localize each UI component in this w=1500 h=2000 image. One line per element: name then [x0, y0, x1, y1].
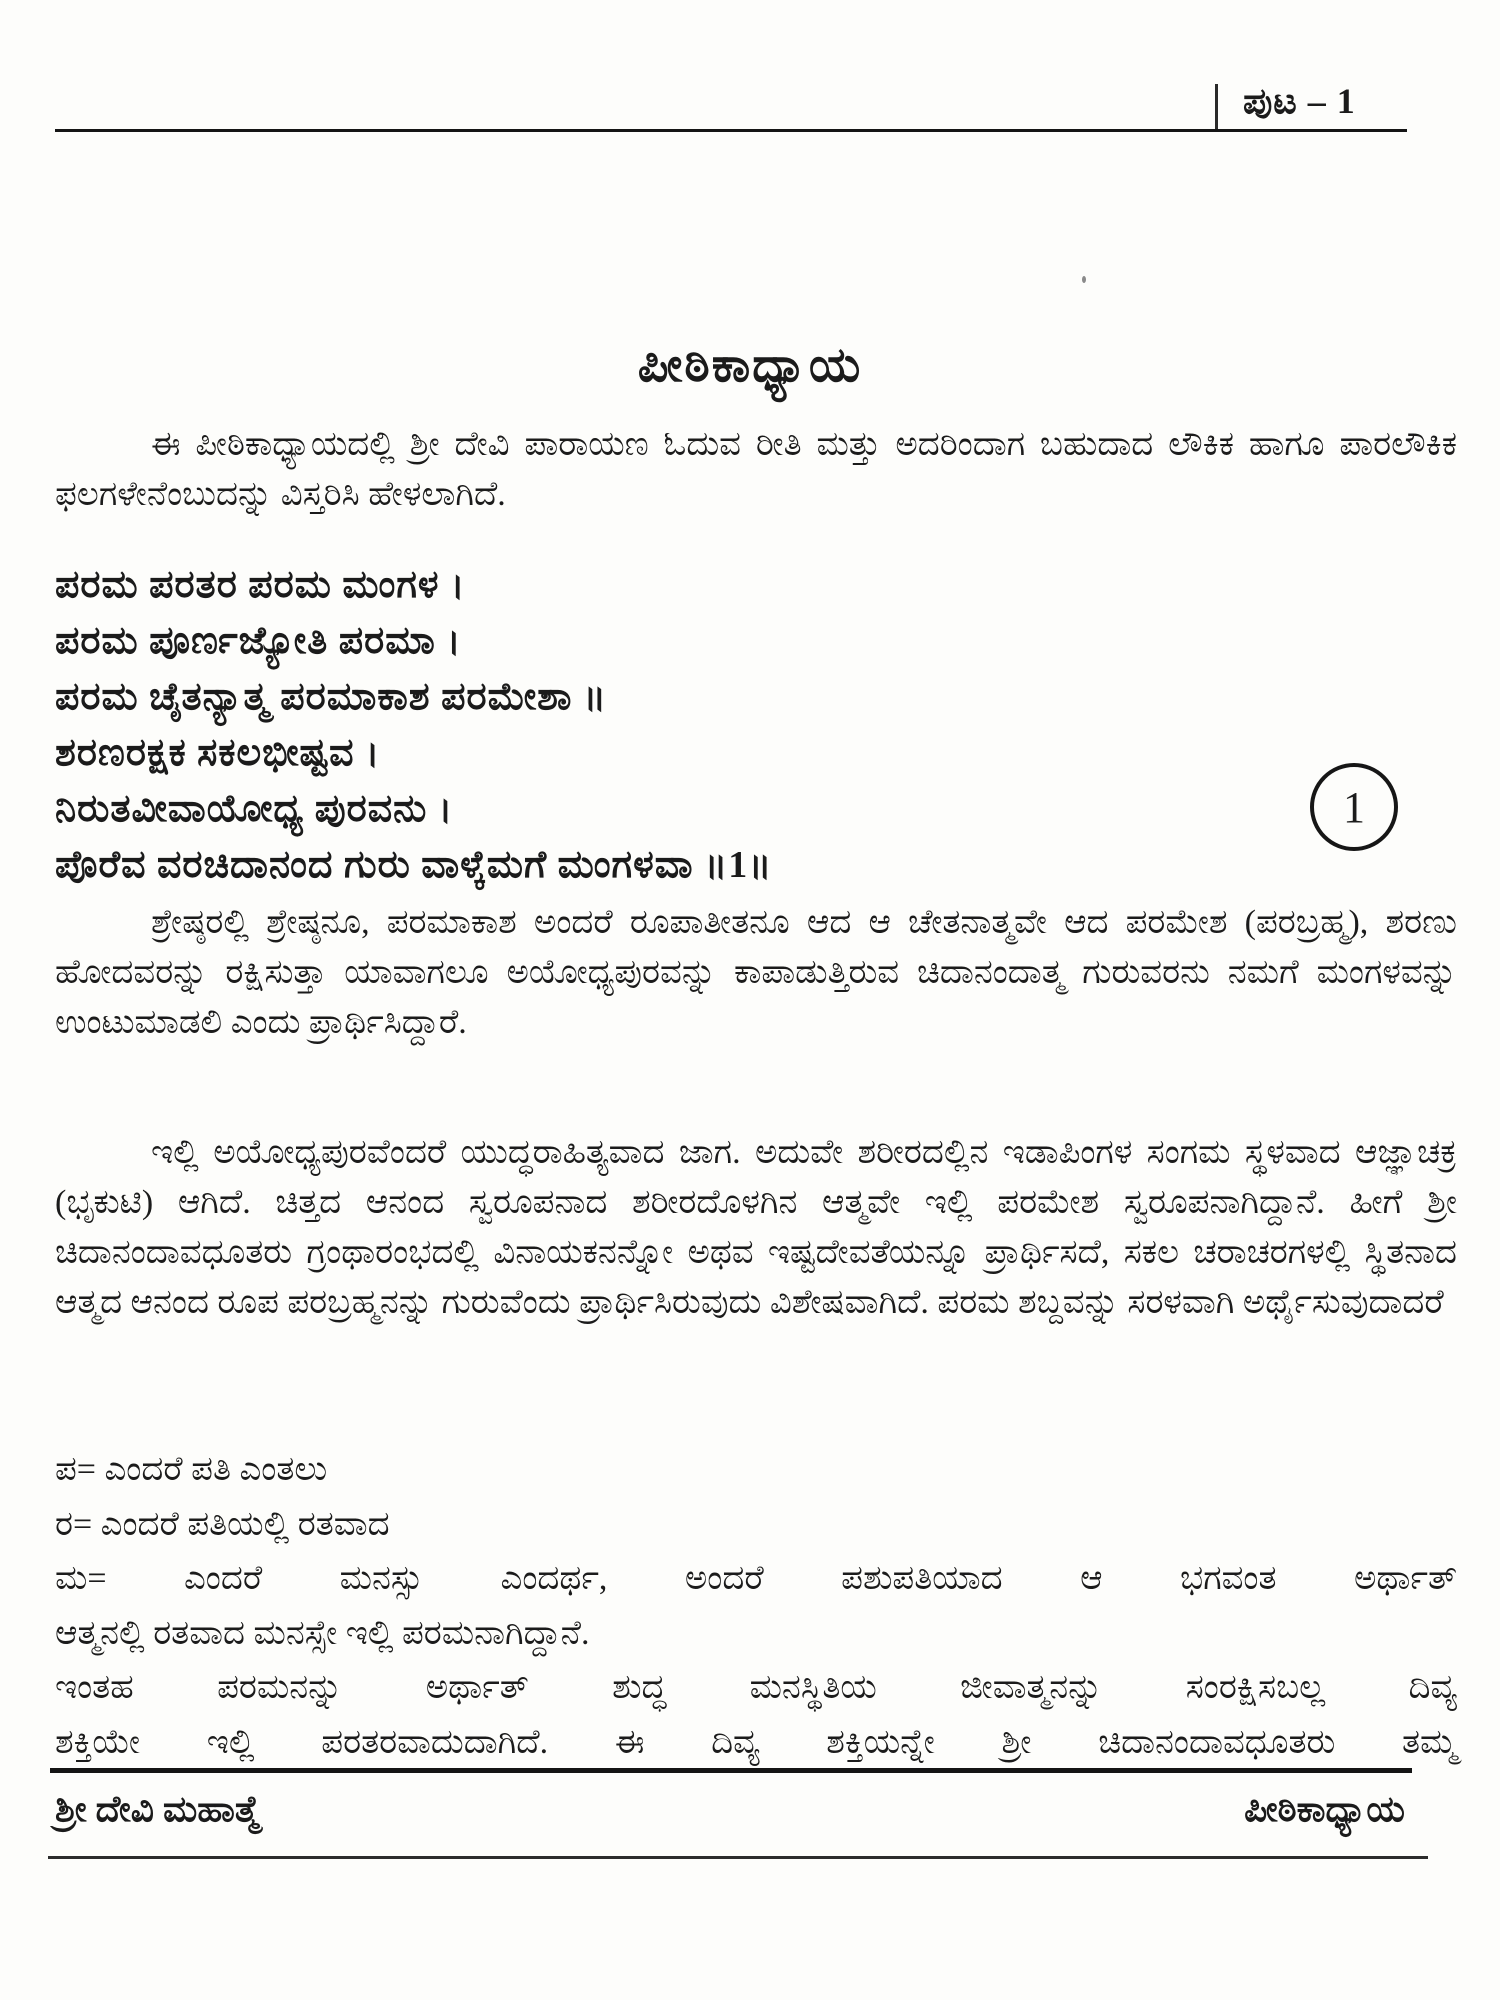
verse-line: ಶರಣರಕ್ಷಕ ಸಕಲಭೀಷ್ಟವ ।: [55, 732, 381, 774]
verse-number-badge: 1: [1310, 763, 1398, 851]
header-divider-tick: [1215, 84, 1218, 132]
definition-line: ರ= ಎಂದರೆ ಪತಿಯಲ್ಲಿ ರತವಾದ: [55, 1505, 390, 1543]
header-rule: [55, 129, 1407, 132]
print-speck: [1082, 276, 1086, 283]
verse-block: [55, 560, 1305, 896]
bottom-rule: [48, 1856, 1428, 1859]
chapter-title: ಪೀಠಿಕಾಧ್ಯಾಯ: [637, 339, 863, 392]
verse-line: ನಿರುತವೀವಾಯೋಧ್ಯ ಪುರವನು ।: [55, 788, 454, 830]
verse-line: ಪರಮ ಚೈತನ್ಯಾತ್ಮ ಪರಮಾಕಾಶ ಪರಮೇಶಾ ॥: [55, 676, 608, 718]
page-number-label: ಪುಟ – 1: [1243, 81, 1356, 121]
definition-line: ಆತ್ಮನಲ್ಲಿ ರತವಾದ ಮನಸ್ಸೇ ಇಲ್ಲಿ ಪರಮನಾಗಿದ್ದಾನೆ.: [55, 1614, 590, 1652]
commentary-paragraph: ಇಲ್ಲಿ ಅಯೋಧ್ಯಪುರವೆಂದರೆ ಯುದ್ಧರಾಹಿತ್ಯವಾದ ಜಾಗ. ಅದುವೇ ಶರೀರದಲ್ಲಿನ ಇಡಾಪಿಂಗಳ ಸಂಗಮ ಸ್ಥಳವಾದ ಆಜ್ಞಾಚಕ್ರ (ಭೃಕುಟಿ) ಆಗಿದೆ. ಚಿತ್ತದ ಆನಂದ ಸ್ವರೂಪನಾದ ಶರೀರದೊಳಗಿನ ಆತ್ಮವೇ ಇಲ್ಲಿ ಪರಮೇಶ ಸ್ವರೂಪನಾಗಿದ್ದಾನೆ. ಹೀಗೆ ಶ್ರೀ ಚಿದಾನಂದಾವಧೂತರು ಗ್ರಂಥಾರಂಭದಲ್ಲಿ ವಿನಾಯಕನನ್ನೋ ಅಥವ ಇಷ್ಟದೇವತೆಯನ್ನೂ ಪ್ರಾರ್ಥಿಸದೆ, ಸಕಲ ಚರಾಚರಗಳಲ್ಲಿ ಸ್ಥಿತನಾದ ಆತ್ಮದ ಆನಂದ ರೂಪ ಪರಬ್ರಹ್ಮನನ್ನು ಗುರುವೆಂದು ಪ್ರಾರ್ಥಿಸಿರುವುದು ವಿಶೇಷವಾಗಿದೆ. ಪರಮ ಶಬ್ದವನ್ನು ಸರಳವಾಗಿ ಅರ್ಥೈಸುವುದಾದರೆ: [55, 1134, 1457, 1321]
definition-line: ಪ= ಎಂದರೆ ಪತಿ ಎಂತಲು: [55, 1451, 328, 1488]
footer-rule: [50, 1768, 1412, 1773]
verse-line: ಪೊರೆವ ವರಚಿದಾನಂದ ಗುರು ವಾಳ್ಕೆಮಗೆ ಮಂಗಳವಾ ॥1॥: [55, 844, 773, 886]
definition-line: ಶಕ್ತಿಯೇ ಇಲ್ಲಿ ಪರತರವಾದುದಾಗಿದೆ. ಈ ದಿವ್ಯ ಶಕ್ತಿಯನ್ನೇ ಶ್ರೀ ಚಿದಾನಂದಾವಧೂತರು ತಮ್ಮ: [55, 1723, 1457, 1761]
intro-paragraph: ಈ ಪೀಠಿಕಾಧ್ಯಾಯದಲ್ಲಿ ಶ್ರೀ ದೇವಿ ಪಾರಾಯಣ ಓದುವ ರೀತಿ ಮತ್ತು ಅದರಿಂದಾಗ ಬಹುದಾದ ಲೌಕಿಕ ಹಾಗೂ ಪಾರಲೌಕಿಕ ಫಲಗಳೇನೆಂಬುದನ್ನು ವಿಸ್ತರಿಸಿ ಹೇಳಲಾಗಿದೆ.: [55, 426, 1457, 513]
definitions-block: [55, 1443, 1457, 1770]
definition-line: ಮ= ಎಂದರೆ ಮನಸ್ಸು ಎಂದರ್ಥ, ಅಂದರೆ ಪಶುಪತಿಯಾದ ಆ ಭಗವಂತ ಅರ್ಥಾತ್: [55, 1560, 1457, 1597]
footer-chapter-name: ಪೀಠಿಕಾಧ್ಯಾಯ: [1244, 1789, 1405, 1829]
verse-line: ಪರಮ ಪೂರ್ಣಜ್ಯೋತಿ ಪರಮಾ ।: [55, 620, 462, 662]
verse-line: ಪರಮ ಪರತರ ಪರಮ ಮಂಗಳ ।: [55, 564, 466, 606]
footer-book-title: ಶ್ರೀ ದೇವಿ ಮಹಾತ್ಮೆ: [55, 1789, 261, 1829]
commentary-paragraph: ಶ್ರೇಷ್ಠರಲ್ಲಿ ಶ್ರೇಷ್ಠನೂ, ಪರಮಾಕಾಶ ಅಂದರೆ ರೂಪಾತೀತನೂ ಆದ ಆ ಚೇತನಾತ್ಮವೇ ಆದ ಪರಮೇಶ (ಪರಬ್ರಹ್ಮ), ಶರಣು ಹೋದವರನ್ನು ರಕ್ಷಿಸುತ್ತಾ ಯಾವಾಗಲೂ ಅಯೋಧ್ಯಪುರವನ್ನು ಕಾಪಾಡುತ್ತಿರುವ ಚಿದಾನಂದಾತ್ಮ ಗುರುವರನು ನಮಗೆ ಮಂಗಳವನ್ನು ಉಂಟುಮಾಡಲಿ ಎಂದು ಪ್ರಾರ್ಥಿಸಿದ್ದಾರೆ.: [55, 904, 1457, 1041]
definition-line: ಇಂತಹ ಪರಮನನ್ನು ಅರ್ಥಾತ್ ಶುದ್ಧ ಮನಸ್ಥಿತಿಯ ಜೀವಾತ್ಮನನ್ನು ಸಂರಕ್ಷಿಸಬಲ್ಲ ದಿವ್ಯ: [55, 1669, 1457, 1706]
